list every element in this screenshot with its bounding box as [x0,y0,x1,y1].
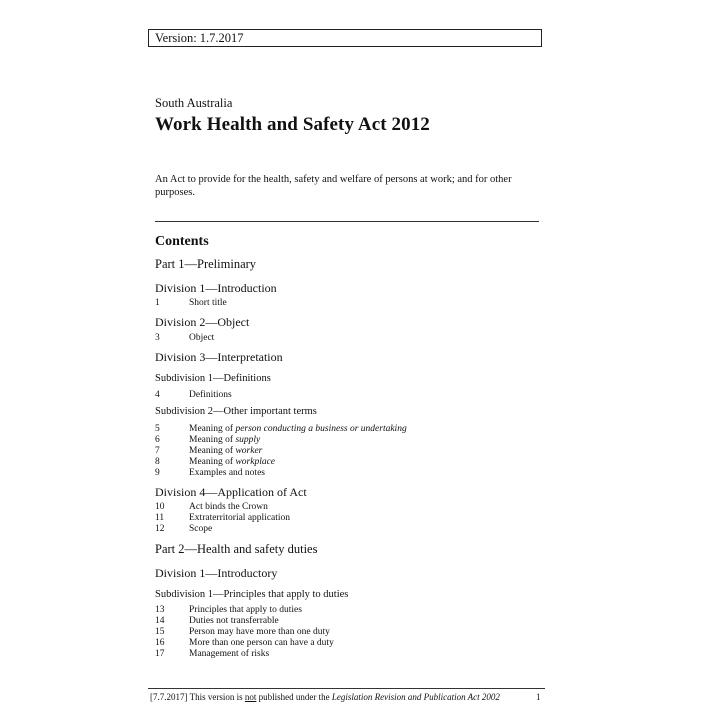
toc-part-heading: Part 2—Health and safety duties [155,542,318,556]
section-title: Extraterritorial application [189,513,291,523]
toc-section-row [155,627,330,638]
section-number: 12 [155,524,165,534]
section-number: 4 [155,390,160,400]
toc-division-heading: Division 1—Introductory [155,566,278,580]
footer-divider [148,688,545,689]
section-number: 17 [155,649,165,659]
section-title-defined-term: worker [235,446,263,456]
toc-section-row [155,502,268,513]
long-title: An Act to provide for the health, safety and welfare of persons at work; and for other purposes. [155,174,512,198]
section-number: 15 [155,627,165,637]
section-title-prefix: Meaning of [189,446,236,456]
title-divider [155,221,539,222]
section-title: Short title [189,298,227,308]
toc-division-heading: Division 2—Object [155,315,250,329]
toc-section-row [155,616,279,627]
toc-section-row [155,435,260,446]
contents-heading: Contents [155,234,209,249]
section-number: 16 [155,638,165,648]
toc-section-row [155,446,262,457]
toc-subdivision-heading: Subdivision 1—Definitions [155,373,271,384]
toc-section-row [155,333,214,344]
toc-part-heading: Part 1—Preliminary [155,257,257,271]
footer-text-middle: published under the [256,692,332,702]
section-title: Principles that apply to duties [189,605,302,615]
section-title [189,435,260,445]
footer-text-before: This version is [187,692,245,702]
footer-act-reference: Legislation Revision and Publication Act 2002 [331,692,500,702]
section-number: 7 [155,446,160,456]
section-title [189,424,407,434]
section-number: 5 [155,424,160,434]
section-number: 11 [155,513,165,523]
section-number: 1 [155,298,160,308]
toc-section-row [155,390,232,401]
toc-section-row [155,605,302,616]
section-title: Duties not transferrable [189,616,279,626]
section-number: 10 [155,502,165,512]
section-title: More than one person can have a duty [189,638,334,648]
toc-section-row [155,638,334,649]
section-title [189,457,275,467]
toc-section-row [155,457,275,468]
section-title: Examples and notes [189,468,265,478]
toc-section-row [155,513,290,524]
toc-section-row [155,468,265,479]
section-title-defined-term: supply [235,435,261,445]
section-number: 8 [155,457,160,467]
act-title: Work Health and Safety Act 2012 [155,114,430,135]
toc-section-row [155,524,212,535]
section-title-defined-term: workplace [235,457,276,467]
toc-division-heading: Division 3—Interpretation [155,350,283,364]
section-title-prefix: Meaning of [189,424,236,434]
page-number: 1 [536,692,541,702]
footer-note [150,692,500,702]
footer-date: [7.7.2017] [150,692,188,702]
section-title: Person may have more than one duty [189,627,330,637]
section-title-defined-term: person conducting a business or undertaking [235,424,407,434]
toc-section-row [155,298,227,309]
section-number: 6 [155,435,160,445]
section-title: Management of risks [189,649,270,659]
section-title-prefix: Meaning of [189,457,236,467]
section-title-prefix: Meaning of [189,435,236,445]
section-number: 14 [155,616,165,626]
section-number: 9 [155,468,160,478]
version-box: Version: 1.7.2017 [148,29,542,47]
state-name: South Australia [155,96,233,110]
toc-subdivision-heading: Subdivision 1—Principles that apply to duties [155,589,349,600]
section-title: Scope [189,524,213,534]
toc-subdivision-heading: Subdivision 2—Other important terms [155,406,317,417]
footer-underlined: not [244,692,257,702]
toc-division-heading: Division 1—Introduction [155,281,277,295]
section-title: Object [189,333,215,343]
section-number: 13 [155,605,165,615]
section-title: Definitions [189,390,232,400]
toc-section-row [155,649,269,660]
toc-division-heading: Division 4—Application of Act [155,485,307,499]
section-number: 3 [155,333,160,343]
toc-section-row [155,424,407,435]
section-title [189,446,262,456]
section-title: Act binds the Crown [189,502,268,512]
